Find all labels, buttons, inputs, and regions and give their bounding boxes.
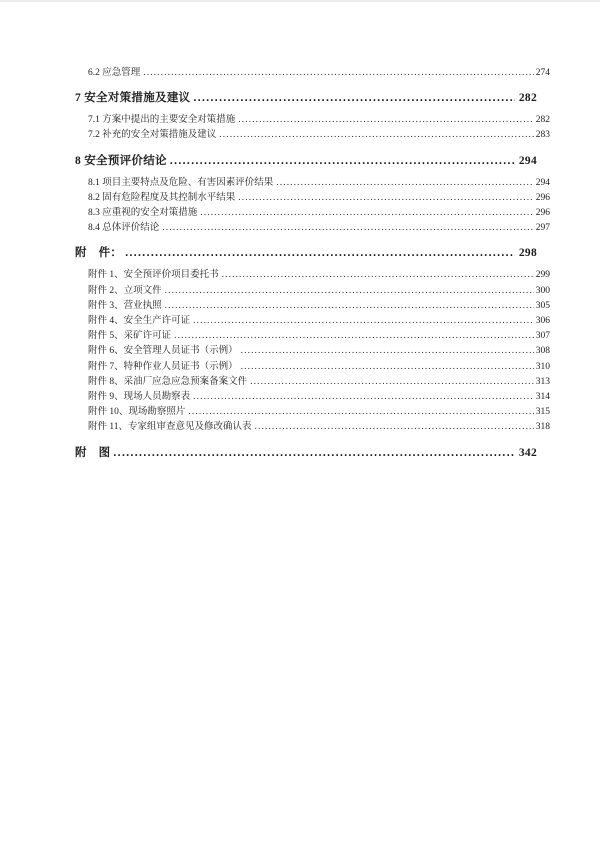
- toc-dot-leader: [238, 113, 533, 128]
- toc-entry-label: 6.2 应急管理: [88, 68, 141, 78]
- toc-entry[interactable]: [75, 221, 550, 236]
- toc-entry-label: 附 件：: [75, 247, 123, 260]
- toc-dot-leader: [276, 176, 533, 191]
- toc-entry-label: 8 安全预评价结论: [75, 154, 167, 167]
- toc-entry-page-number: 283: [535, 130, 550, 141]
- toc-entry[interactable]: [75, 314, 550, 329]
- toc-entry[interactable]: [75, 445, 537, 461]
- toc-entry[interactable]: [75, 191, 550, 206]
- toc-dot-leader: [165, 284, 534, 299]
- toc-entry-page-number: 308: [535, 346, 550, 357]
- toc-entry[interactable]: [75, 176, 550, 191]
- toc-dot-leader: [165, 299, 534, 314]
- toc-entry[interactable]: [75, 344, 550, 359]
- toc-entry-page-number: 315: [535, 407, 550, 418]
- toc-entry-label: 7 安全对策措施及建议: [75, 92, 191, 105]
- toc-entry-label: 附 图: [75, 446, 111, 459]
- toc-entry-page-number: 318: [535, 422, 550, 433]
- toc-entry[interactable]: [75, 66, 550, 81]
- toc-entry[interactable]: [75, 128, 550, 143]
- document-page: [0, 2, 600, 461]
- toc-entry[interactable]: [75, 390, 550, 405]
- toc-entry-page-number: 307: [535, 331, 550, 342]
- toc-dot-leader: [188, 405, 533, 420]
- toc-dot-leader: [241, 360, 534, 375]
- toc-entry-page-number: 294: [535, 177, 550, 188]
- toc-dot-leader: [193, 90, 514, 106]
- toc-entry-label: 8.1 项目主要特点及危险、有害因素评价结果: [88, 177, 274, 188]
- toc-list: [75, 66, 550, 461]
- toc-entry-label: 附件 9、现场人员勘察表: [88, 392, 191, 403]
- toc-entry-page-number: 296: [535, 208, 550, 219]
- toc-entry-label: 附件 3、营业执照: [88, 300, 162, 311]
- toc-entry[interactable]: [75, 284, 550, 299]
- toc-entry-label: 附件 7、特种作业人员证书（示例）: [88, 361, 238, 372]
- toc-entry[interactable]: [75, 113, 550, 128]
- toc-entry-label: 附件 5、采矿许可证: [88, 331, 172, 342]
- toc-dot-leader: [238, 191, 533, 206]
- toc-entry-page-number: 313: [535, 376, 550, 387]
- toc-entry-label: 附件 4、安全生产许可证: [88, 316, 191, 327]
- toc-entry[interactable]: [75, 153, 537, 169]
- toc-entry-page-number: 294: [518, 154, 537, 167]
- toc-dot-leader: [113, 445, 514, 461]
- toc-dot-leader: [170, 153, 515, 169]
- toc-entry-label: 附件 10、现场勘察照片: [88, 407, 186, 418]
- toc-dot-leader: [193, 314, 534, 329]
- toc-dot-leader: [250, 375, 534, 390]
- toc-entry-page-number: 282: [518, 92, 537, 105]
- toc-entry-label: 附件 11、专家组审查意见及修改确认表: [88, 422, 252, 433]
- toc-entry-page-number: 300: [535, 285, 550, 296]
- toc-entry[interactable]: [75, 420, 550, 435]
- toc-entry-page-number: 342: [518, 446, 537, 459]
- toc-entry-page-number: 305: [535, 300, 550, 311]
- toc-dot-leader: [219, 128, 533, 143]
- toc-entry-page-number: 314: [535, 392, 550, 403]
- toc-entry-page-number: 306: [535, 316, 550, 327]
- toc-entry[interactable]: [75, 245, 537, 261]
- toc-entry-page-number: 282: [535, 115, 550, 126]
- toc-entry-page-number: 297: [535, 223, 550, 234]
- toc-dot-leader: [200, 206, 533, 221]
- toc-dot-leader: [222, 268, 534, 283]
- toc-entry-page-number: 274: [535, 68, 550, 78]
- toc-entry-page-number: 310: [535, 361, 550, 372]
- toc-entry[interactable]: [75, 375, 550, 390]
- toc-entry-page-number: 298: [518, 247, 537, 260]
- toc-entry-page-number: 296: [535, 192, 550, 203]
- toc-dot-leader: [162, 221, 533, 236]
- toc-entry-label: 附件 6、安全管理人员证书（示例）: [88, 346, 238, 357]
- toc-entry-label: 8.4 总体评价结论: [88, 223, 160, 234]
- toc-dot-leader: [193, 390, 534, 405]
- toc-entry-label: 8.3 应重视的安全对策措施: [88, 208, 198, 219]
- toc-entry[interactable]: [75, 299, 550, 314]
- toc-dot-leader: [125, 245, 515, 261]
- toc-entry[interactable]: [75, 206, 550, 221]
- toc-dot-leader: [241, 344, 534, 359]
- toc-entry[interactable]: [75, 268, 550, 283]
- toc-entry[interactable]: [75, 329, 550, 344]
- toc-dot-leader: [255, 420, 534, 435]
- toc-entry-label: 7.1 方案中提出的主要安全对策措施: [88, 115, 236, 126]
- toc-entry-label: 附件 8、采油厂应急应急预案备案文件: [88, 376, 248, 387]
- toc-entry-page-number: 299: [535, 270, 550, 281]
- toc-entry[interactable]: [75, 90, 537, 106]
- toc-entry[interactable]: [75, 405, 550, 420]
- toc-entry[interactable]: [75, 360, 550, 375]
- toc-dot-leader: [143, 66, 533, 81]
- toc-entry-label: 8.2 固有危险程度及其控制水平结果: [88, 192, 236, 203]
- toc-dot-leader: [174, 329, 534, 344]
- toc-entry-label: 7.2 补充的安全对策措施及建议: [88, 130, 217, 141]
- toc-entry-label: 附件 2、立项文件: [88, 285, 162, 296]
- toc-entry-label: 附件 1、安全预评价项目委托书: [88, 270, 219, 281]
